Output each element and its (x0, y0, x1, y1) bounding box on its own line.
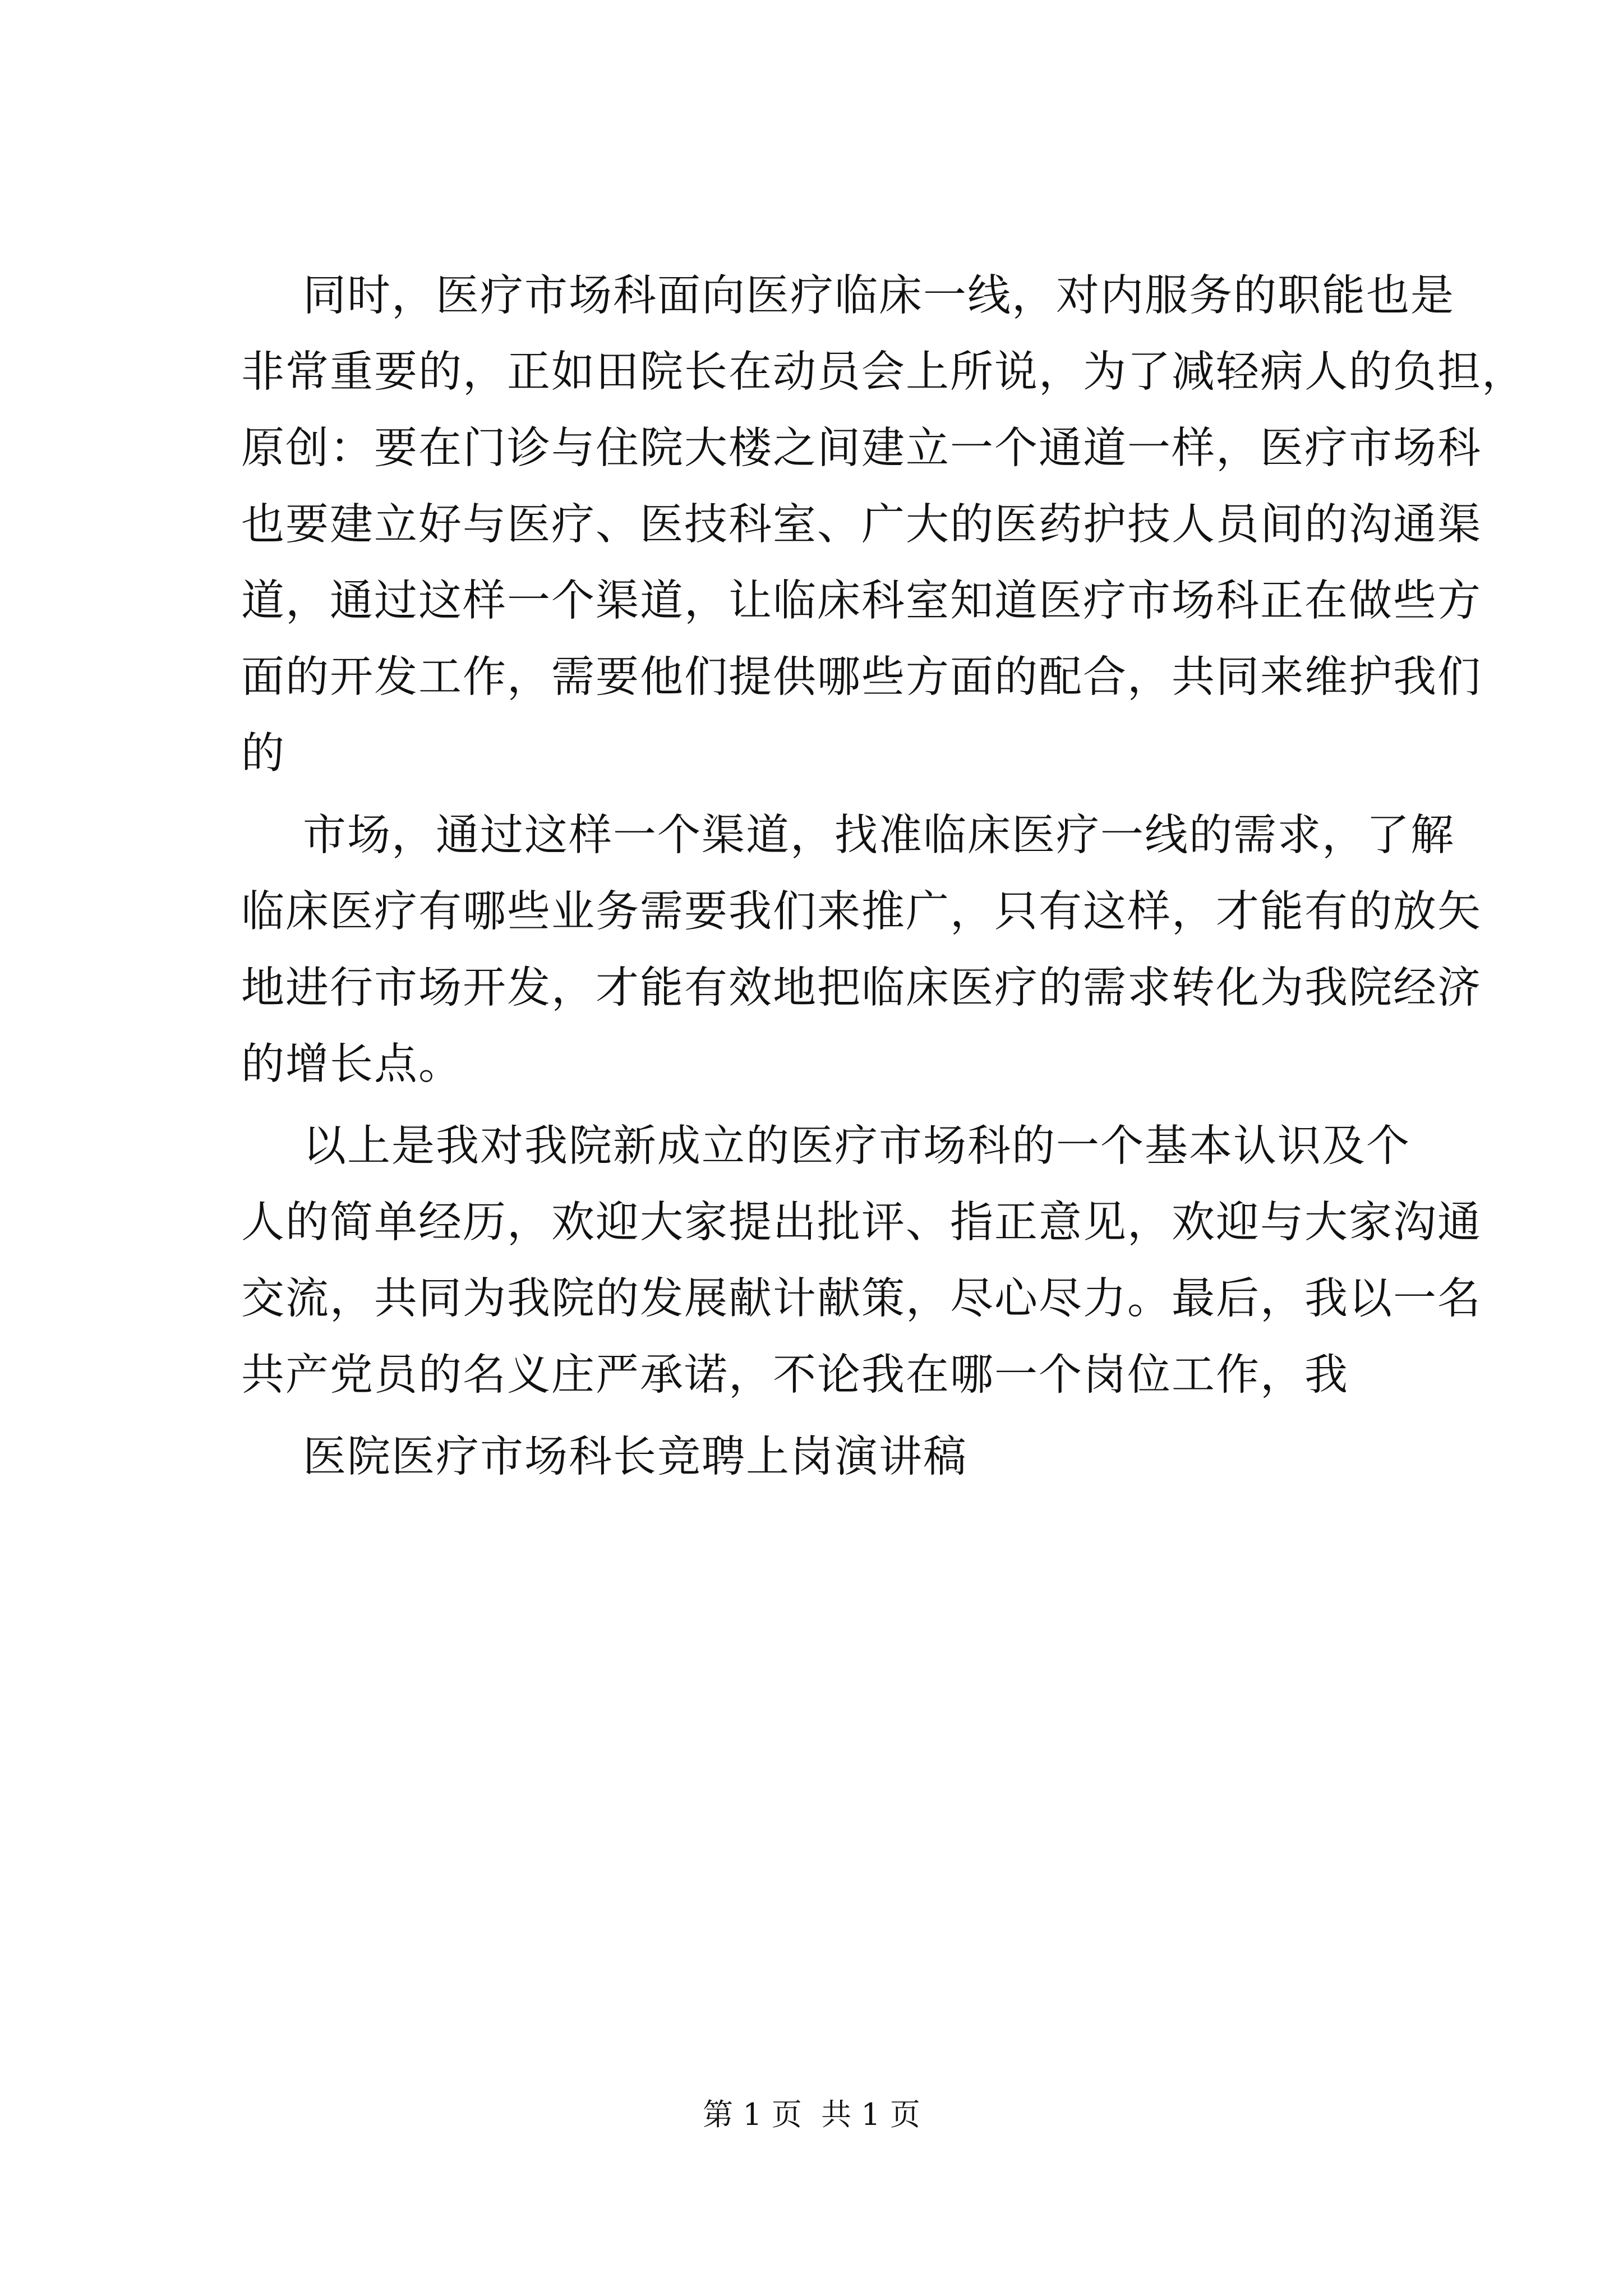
text-line: 面的开发工作，需要他们提供哪些方面的配合，共同来维护我们 (241, 652, 1482, 702)
text-line: 的增长点。 (241, 1039, 463, 1089)
text-line: 临床医疗有哪些业务需要我们来推广，只有这样，才能有的放矢 (241, 887, 1482, 937)
paragraph-2 (241, 798, 1482, 1103)
paragraph-3 (241, 1108, 1482, 1414)
paragraph-1 (241, 258, 1526, 792)
document-body (241, 258, 1526, 1496)
text-line: 地进行市场开发，才能有效地把临床医疗的需求转化为我院经济 (241, 963, 1482, 1013)
text-line: 交流，共同为我院的发展献计献策，尽心尽力。最后，我以一名 (241, 1274, 1482, 1324)
text-line: 以上是我对我院新成立的医疗市场科的一个基本认识及个 (303, 1121, 1410, 1171)
document-title-line: 医院医疗市场科长竞聘上岗演讲稿 (303, 1432, 967, 1482)
page-footer (0, 2095, 1623, 2134)
page-number: 第 1 页 共 1 页 (703, 2097, 920, 2132)
text-line: 的 (241, 729, 285, 779)
text-line: 也要建立好与医疗、医技科室、广大的医药护技人员间的沟通渠 (241, 500, 1482, 550)
text-line: 道，通过这样一个渠道，让临床科室知道医疗市场科正在做些方 (241, 576, 1482, 626)
text-line: 市场，通过这样一个渠道，找准临床医疗一线的需求，了解 (303, 811, 1455, 861)
text-line: 同时，医疗市场科面向医疗临床一线，对内服务的职能也是 (303, 271, 1455, 321)
text-line: 人的简单经历，欢迎大家提出批评、指正意见，欢迎与大家沟通 (241, 1198, 1482, 1248)
text-line: 共产党员的名义庄严承诺，不论我在哪一个岗位工作，我 (241, 1350, 1349, 1400)
paragraph-4 (241, 1419, 1436, 1496)
text-line: 原创：要在门诊与住院大楼之间建立一个通道一样，医疗市场科 (241, 424, 1482, 473)
text-line: 非常重要的，正如田院长在动员会上所说，为了减轻病人的负担， (241, 347, 1526, 397)
